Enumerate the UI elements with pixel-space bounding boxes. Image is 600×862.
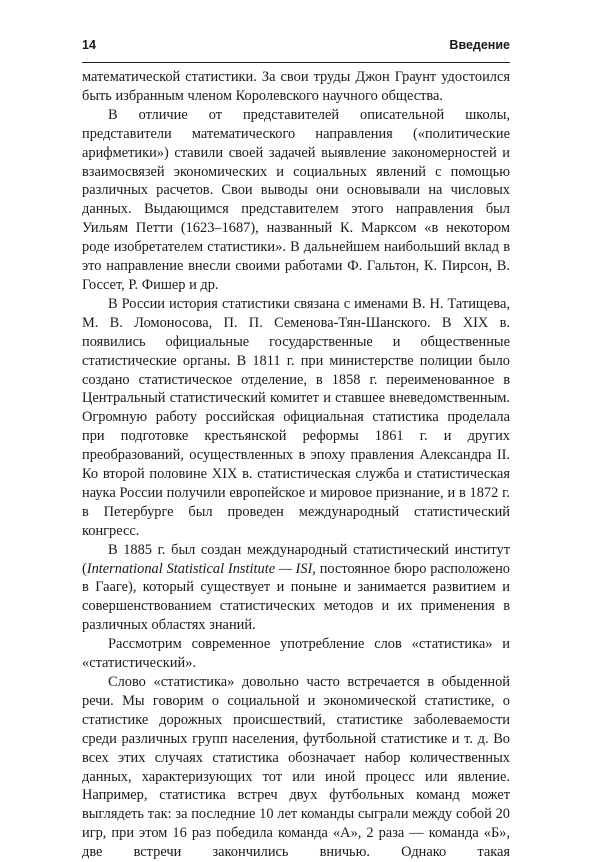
paragraph-5: Рассмотрим современное употребление слов «статистика» и «статистический». [82,636,510,672]
paragraph-6: Слово «статистика» довольно часто встречается в обыденной речи. Мы говорим о социальной и экономической статистике, о статистике дорожных происшествий, статистике заболеваемости среди различных групп населения, футбольной статистике и т. д. Во всех этих случаях статистика обозначает набор количественных данных, характеризующих тот или иной процесс или явление. Например, статистика встреч двух футбольных команд может выглядеть так: за последние 10 лет команды сыграли между собой 20 игр, при этом 16 раз победила команда «А», 2 раза — команда «Б», две встречи закончились вничью. Однако такая [82,674,510,861]
paragraph-2: В отличие от представителей описательной школы, представители математического направления («политические арифметики») ставили своей задачей выявление закономерностей и взаимосвязей экономических и социальных явлений с помощью различных расчетов. Свои выводы они основывали на числовых данных. Выдающимся представителем этого направления был Уильям Петти (1623–1687), названный К. Марксом «в некотором роде изобретателем статистики». В дальнейшем наибольший вклад в это направление внесли своими работами Ф. Гальтон, К. Пирсон, В. Госсет, Р. Фишер и др. [82,106,510,293]
paragraph-4-end: постоянное бюро расположено в Гааге), который существует и поныне и занимается развитием и совершенствованием статистических методов и их применения в различных областях знаний. [82,560,510,634]
paragraph-4-italic: International Statistical Institute — ISI, [86,560,316,577]
paragraph-4-start: В 1885 г. был создан международный статистический институт ( [82,541,510,577]
paragraph-4 [82,541,510,636]
header-rule [82,62,510,63]
paragraph-3: В России история статистики связана с именами В. Н. Татищева, М. В. Ломоносова, П. П. Семенова-Тян-Шанского. В XIX в. появились официальные государственные и общественные статистические органы. В 1811 г. при министерстве полиции было создано статистическое отделение, в 1858 г. переименованное в Центральный статистический комитет и ставшее вневедомственным. Огромную работу российская официальная статистика проделала при подготовке крестьянской реформы 1861 г. и других преобразований, осуществленных в эпоху правления Александра II. Ко второй половине XIX в. статистическая служба и статистическая наука России получили европейское и мировое признание, и в 1872 г. в Петербурге был проведен международный статистический конгресс. [82,295,510,539]
running-head [82,34,510,58]
paragraph-1: математической статистики. За свои труды Джон Граунт удостоился быть избранным членом Королевского научного общества. [82,69,510,104]
section-title: Введение [449,38,510,52]
page-number: 14 [82,38,96,52]
body-text [82,68,510,862]
